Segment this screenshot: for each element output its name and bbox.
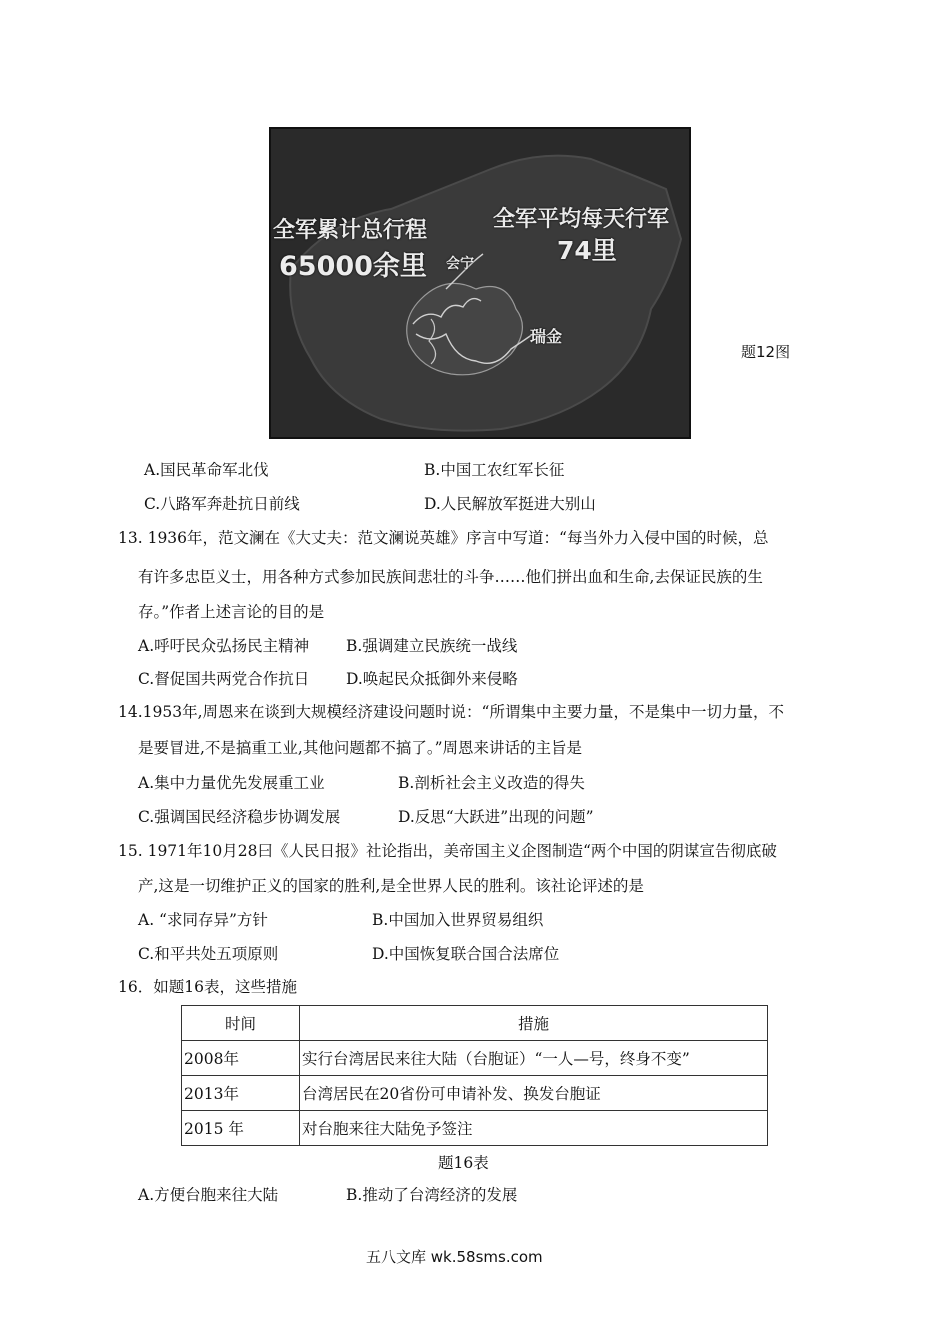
q14-option-a: A.集中力量优先发展重工业 (138, 774, 325, 792)
map-total-distance-label: 全军累计总行程 (273, 218, 428, 243)
q13-option-d: D.唤起民众抵御外来侵略 (346, 670, 518, 688)
q16-table-caption: 题16表 (438, 1154, 489, 1172)
table-row (182, 1111, 768, 1146)
map-place-huining: 会宁 (446, 256, 474, 272)
q15-option-c: C.和平共处五项原则 (138, 945, 279, 963)
q15-stem-line1: 15. 1971年10月28曰《人民日报》社论指出，美帝国主义企图制造“两个中国的阴谋宣告彻底破 (118, 842, 777, 860)
q15-stem-line2: 产,这是一切维护正义的国家的胜利,是全世界人民的胜利。该社论评述的是 (138, 877, 644, 895)
q12-option-a: A.国民革命军北伐 (144, 461, 269, 479)
map-place-ruijin: 瑞金 (530, 327, 563, 346)
table-cell-year: 2015 年 (182, 1111, 300, 1146)
q13-stem-line3: 存。”作者上述言论的目的是 (138, 603, 325, 621)
q12-option-d: D.人民解放军挺进大别山 (424, 495, 596, 513)
table-cell-year: 2013年 (182, 1076, 300, 1111)
table-cell-measure: 实行台湾居民来往大陆（台胞证）“一人—号，终身不变” (300, 1041, 768, 1076)
table-cell-year: 2008年 (182, 1041, 300, 1076)
q16-option-b: B.推动了台湾经济的发展 (346, 1186, 518, 1204)
table-row (182, 1076, 768, 1111)
page-footer: 五八文库 wk.58sms.com (366, 1248, 543, 1266)
q14-option-d: D.反思“大跃进”出现的问题” (398, 808, 594, 826)
q13-option-b: B.强调建立民族统一战线 (346, 637, 518, 655)
q15-option-d: D.中国恢复联合国合法席位 (372, 945, 560, 963)
q15-option-a: A. “求同存异”方针 (138, 911, 268, 929)
q13-stem-line1: 13. 1936年，范文澜在《大丈夫：范文澜说英雄》序言中写道：“每当外力入侵中国的时候，总 (118, 529, 769, 547)
figure-12-caption: 题12图 (741, 343, 791, 361)
table-row (182, 1041, 768, 1076)
q12-option-c: C.八路军奔赴抗日前线 (144, 495, 300, 513)
q14-option-b: B.剖析社会主义改造的得失 (398, 774, 585, 792)
q16-measures-table (181, 1005, 768, 1146)
q16-stem: 16．如题16表，这些措施 (118, 978, 297, 996)
q15-option-b: B.中国加入世界贸易组织 (372, 911, 544, 929)
map-daily-march-value: 74里 (557, 236, 617, 265)
q14-option-c: C.强调国民经济稳步协调发展 (138, 808, 341, 826)
q13-option-c: C.督促国共两党合作抗日 (138, 670, 310, 688)
table-header-time: 时间 (182, 1006, 300, 1041)
table-cell-measure: 对台胞来往大陆免予签注 (300, 1111, 768, 1146)
q13-option-a: A.呼吁民众弘扬民主精神 (138, 637, 310, 655)
q14-stem-line1: 14.1953年,周恩来在谈到大规模经济建设问题时说：“所谓集中主要力量，不是集中一切力量，不 (118, 703, 784, 721)
q13-stem-line2: 有许多忠臣义士，用各种方式参加民族间悲壮的斗争……他们拼出血和生命,去保证民族的生 (138, 568, 763, 586)
table-cell-measure: 台湾居民在20省份可申请补发、换发台胞证 (300, 1076, 768, 1111)
q16-option-a: A.方便台胞来往大陆 (138, 1186, 279, 1204)
q12-option-b: B.中国工农红军长征 (424, 461, 565, 479)
table-header-row (182, 1006, 768, 1041)
q14-stem-line2: 是要冒进,不是搞重工业,其他问题都不搞了。”周恩来讲话的主旨是 (138, 739, 583, 757)
map-total-distance-value: 65000余里 (279, 251, 427, 282)
china-map-outline (271, 129, 689, 437)
map-daily-march-label: 全军平均每天行军 (493, 207, 670, 232)
figure-12-map (269, 127, 691, 439)
table-header-measure: 措施 (300, 1006, 768, 1041)
